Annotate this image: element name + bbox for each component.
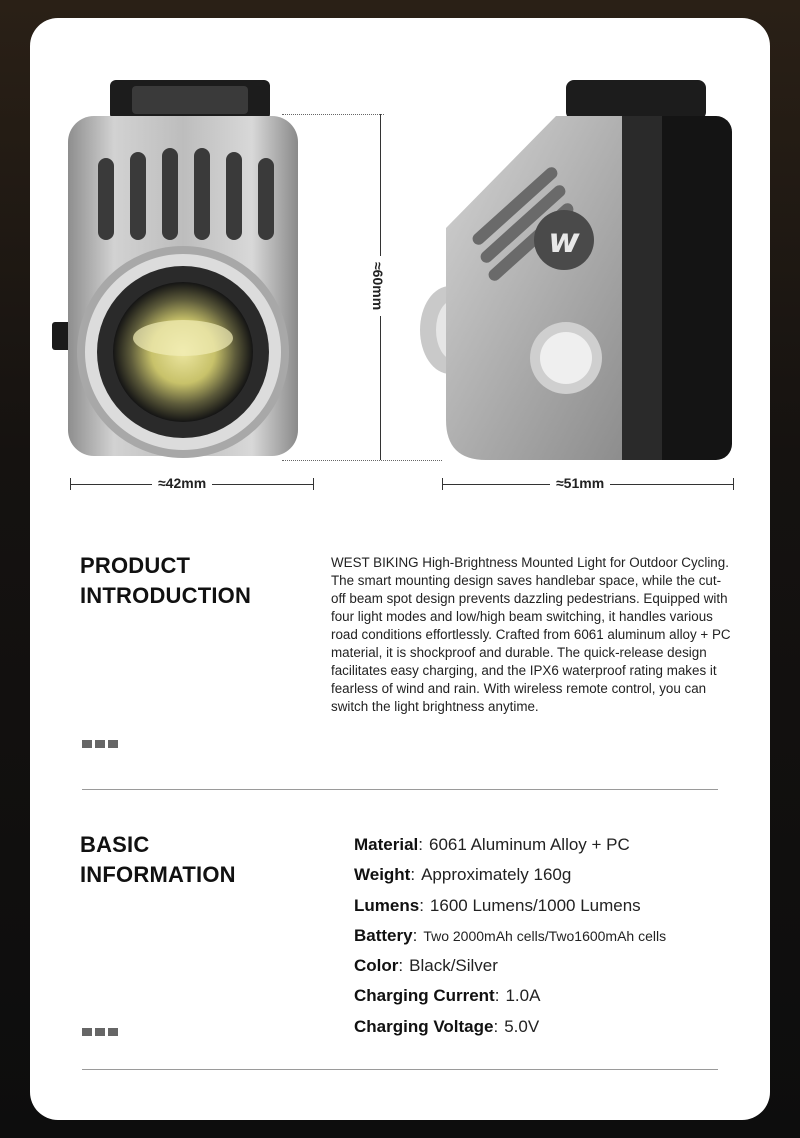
product-introduction-title: PRODUCT INTRODUCTION [80, 553, 252, 608]
spec-item-material: Material: 6061 Aluminum Alloy + PC [354, 835, 630, 854]
spec-item-charging-current: Charging Current: 1.0A [354, 986, 541, 1006]
product-introduction-text: WEST BIKING High-Brightness Mounted Light for Outdoor Cycling. The smart mounting design saves handlebar space, while the cut-off beam spot design prevents dazzling pedestrians. Equipped with four light modes and low/high beam switching, it handles various road conditions effortlessly. Crafted from 6061 aluminum alloy + PC material, it is shockproof and durable. The quick-release design facilitates easy charging, and the IPX6 waterproof rating makes it fearless of wind and rain. With wireless remote control, you can switch the light brightness anytime. [331, 555, 731, 714]
height-dimension-label: ≈60mm [370, 256, 386, 316]
side-view-image [416, 80, 738, 470]
width-dimension-label: ≈42mm [152, 475, 212, 491]
basic-information-title: BASIC INFORMATION [80, 832, 236, 887]
decorative-dots [82, 1028, 118, 1036]
spec-item-lumens: Lumens: 1600 Lumens/1000 Lumens [354, 895, 641, 915]
spec-item-battery: Battery: Two 2000mAh cells/Two1600mAh cells [354, 925, 667, 945]
product-card [30, 18, 770, 1120]
section-divider [82, 789, 718, 790]
section-divider [82, 1069, 718, 1070]
spec-list [354, 830, 666, 1042]
decorative-dots [82, 740, 118, 748]
svg-text:w: w [548, 221, 580, 261]
depth-dimension-label: ≈51mm [550, 475, 610, 491]
spec-item-color: Color: Black/Silver [354, 956, 498, 976]
spec-item-weight: Weight: Approximately 160g [354, 865, 572, 885]
spec-item-charging-voltage: Charging Voltage: 5.0V [354, 1016, 540, 1036]
front-view-image [50, 80, 310, 470]
